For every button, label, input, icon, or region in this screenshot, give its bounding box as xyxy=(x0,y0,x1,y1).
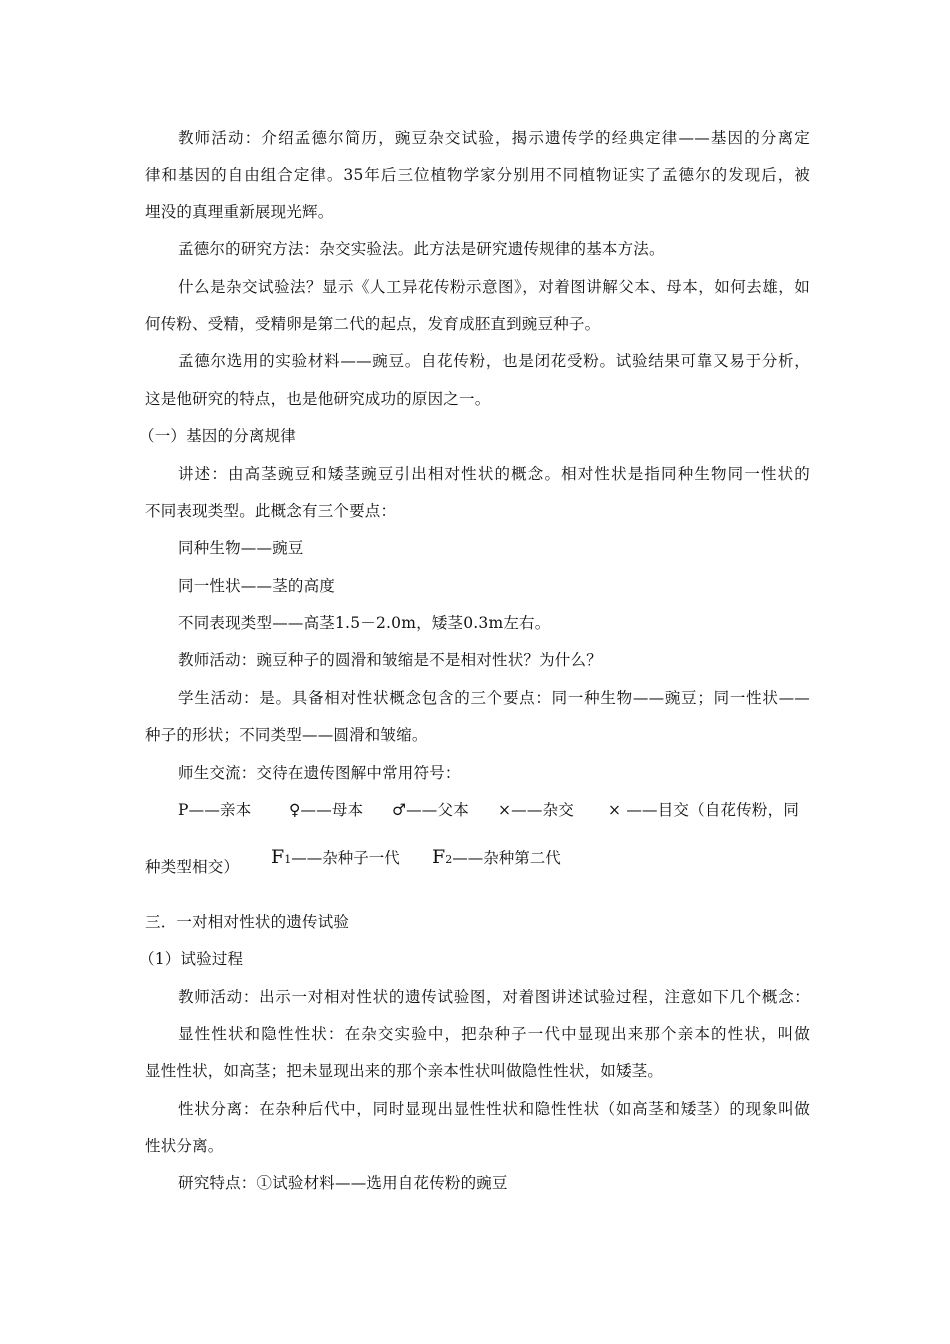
paragraph-line: 性状分离：在杂种后代中，同时显现出显性性状和隐性性状（如高茎和矮茎）的现象叫做 xyxy=(178,1100,810,1118)
f2-label: ——杂种第二代 xyxy=(452,849,561,867)
paragraph-line: 不同表现类型。此概念有三个要点： xyxy=(145,502,397,520)
symbol-female: ♀——母本 xyxy=(289,801,364,819)
symbol-cross: ×——杂交 xyxy=(498,801,574,819)
list-item: 同种生物——豌豆 xyxy=(178,539,304,557)
list-item: 不同表现类型——高茎1.5－2.0m，矮茎0.3m左右。 xyxy=(178,614,551,632)
symbol-parent: P——亲本 xyxy=(178,801,252,819)
symbol-self: × ——目交（自花传粉，同 xyxy=(608,801,800,819)
f1-subscript: 1 xyxy=(284,853,292,866)
symbol-male: ♂——父本 xyxy=(392,801,469,819)
paragraph-line: 学生活动：是。具备相对性状概念包含的三个要点：同一种生物——豌豆；同一性状—— xyxy=(178,689,810,707)
paragraph-line: 孟德尔的研究方法：杂交实验法。此方法是研究遗传规律的基本方法。 xyxy=(178,240,665,258)
f2-symbol xyxy=(432,846,561,876)
paragraph-line: 何传粉、受精，受精卵是第二代的起点，发育成胚直到豌豆种子。 xyxy=(145,315,601,333)
paragraph-line: 显性性状和隐性性状：在杂交实验中，把杂种子一代中显现出来那个亲本的性状，叫做 xyxy=(178,1025,810,1043)
paragraph-line: 讲述：由高茎豌豆和矮茎豌豆引出相对性状的概念。相对性状是指同种生物同一性状的 xyxy=(178,465,810,483)
f2-letter: F xyxy=(432,846,446,868)
section-heading: （一）基因的分离规律 xyxy=(139,427,297,445)
paragraph-line: 孟德尔选用的实验材料——豌豆。自花传粉，也是闭花受粉。试验结果可靠又易于分析， xyxy=(178,352,810,370)
section-heading: 三．一对相对性状的遗传试验 xyxy=(145,913,350,931)
paragraph-line: 律和基因的自由组合定律。35年后三位植物学家分别用不同植物证实了孟德尔的发现后，被 xyxy=(145,166,810,184)
paragraph-line: 师生交流：交待在遗传图解中常用符号： xyxy=(178,764,461,782)
f1-label: ——杂种子一代 xyxy=(291,849,400,867)
paragraph-line: 种类型相交） xyxy=(145,858,240,876)
f2-subscript: 2 xyxy=(445,853,453,866)
subsection-heading: （1）试验过程 xyxy=(139,950,244,968)
paragraph-line: 性状分离。 xyxy=(145,1137,224,1155)
list-item: 同一性状——茎的高度 xyxy=(178,577,336,595)
paragraph-line: 什么是杂交试验法？显示《人工异花传粉示意图》，对着图讲解父本、母本，如何去雄，如 xyxy=(178,278,810,296)
paragraph-line: 教师活动：介绍孟德尔简历，豌豆杂交试验，揭示遗传学的经典定律——基因的分离定 xyxy=(178,129,810,147)
paragraph-line: 埋没的真理重新展现光辉。 xyxy=(145,203,334,221)
symbol-legend xyxy=(178,800,810,820)
paragraph-line: 教师活动：出示一对相对性状的遗传试验图，对着图讲述试验过程，注意如下几个概念： xyxy=(178,988,810,1006)
paragraph-line: 这是他研究的特点，也是他研究成功的原因之一。 xyxy=(145,390,491,408)
f1-letter: F xyxy=(271,846,285,868)
f1-symbol xyxy=(271,846,400,876)
paragraph-line: 研究特点：①试验材料——选用自花传粉的豌豆 xyxy=(178,1174,508,1192)
paragraph-line: 显性性状，如高茎；把未显现出来的那个亲本性状叫做隐性性状，如矮茎。 xyxy=(145,1062,664,1080)
paragraph-line: 种子的形状；不同类型——圆滑和皱缩。 xyxy=(145,726,428,744)
paragraph-line: 教师活动：豌豆种子的圆滑和皱缩是不是相对性状？为什么？ xyxy=(178,651,602,669)
